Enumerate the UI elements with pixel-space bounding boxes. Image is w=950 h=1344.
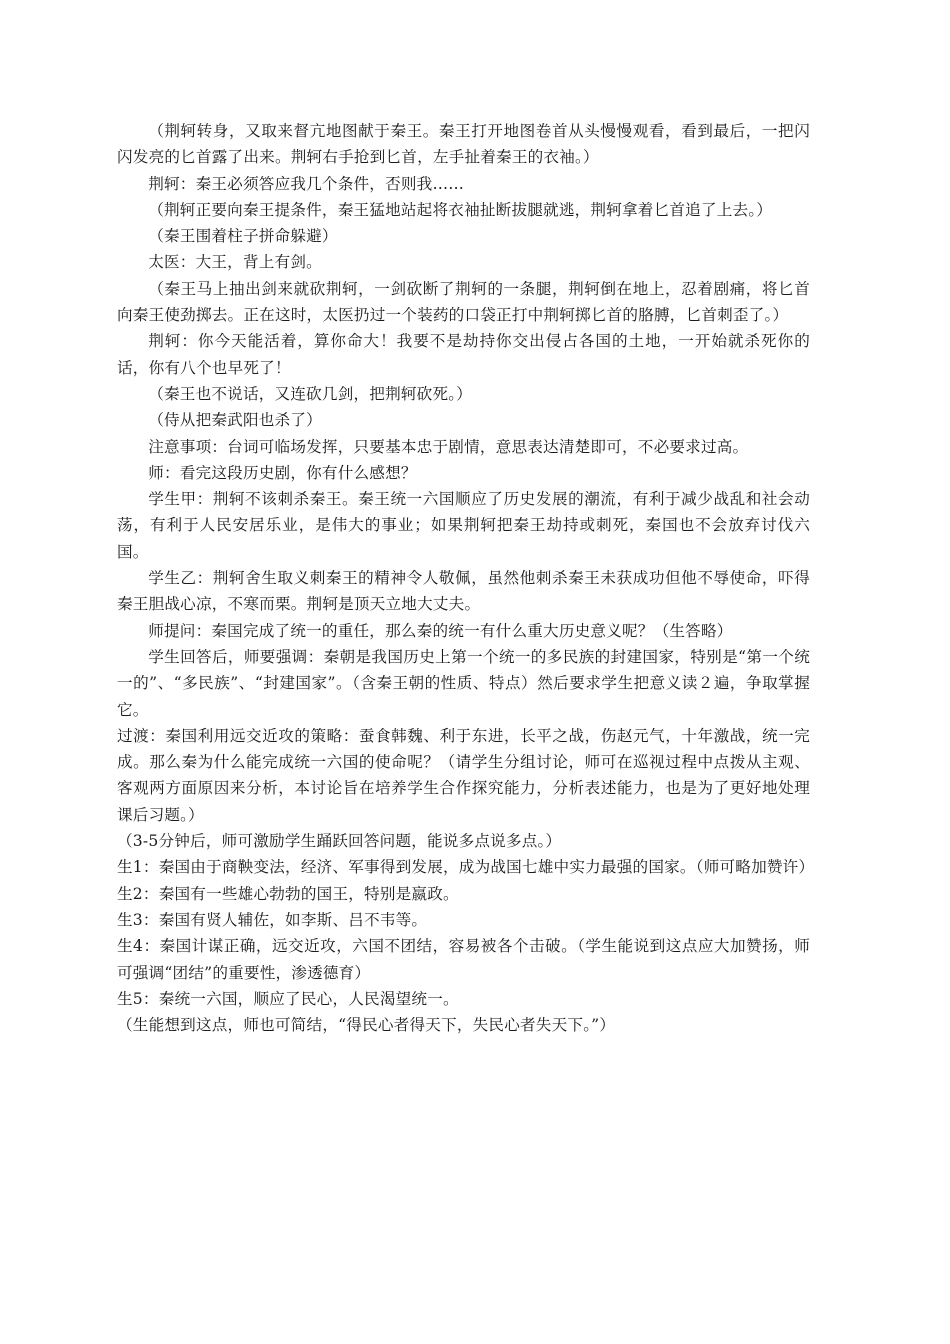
paragraph-student-answer: 学生甲：荆轲不该刺杀秦王。秦王统一六国顺应了历史发展的潮流，有利于减少战乱和社会动荡，有利于人民安居乐业，是伟大的事业；如果荆轲把秦王劫持或刺死，秦国也不会放弃讨伐六国。 (117, 490, 810, 561)
paragraph-teacher-emphasis: 学生回答后，师要强调：秦朝是我国历史上第一个统一的多民族的封建国家，特别是“第一个统一的”、“多民族”、“封建国家”。（含秦王朝的性质、特点）然后要求学生把意义读２遍，争取掌握它。 (117, 647, 810, 719)
paragraph-instruction: （3-5分钟后，师可激励学生踊跃回答问题，能说多点说多点。） (117, 832, 562, 851)
paragraph-stage-direction: （秦王马上抽出剑来就砍荆轲，一剑砍断了荆轲的一条腿，荆轲倒在地上，忍着剧痛，将匕首向秦王使劲掷去。正在这时，太医扔过一个装药的口袋正打中荆轲掷匕首的胳膊，匕首刺歪了。） (117, 279, 810, 325)
paragraph-stage-direction: （荆轲正要向秦王提条件，秦王猛地站起将衣袖扯断拔腿就逃，荆轲拿着匕首追了上去。） (148, 200, 773, 219)
paragraph-summary: （生能想到这点，师也可简结，“得民心者得天下，失民心者失天下。”） (117, 1016, 616, 1035)
paragraph-stage-direction: （秦王也不说话，又连砍几剑，把荆轲砍死。） (148, 384, 473, 403)
paragraph-student-answer: 生2：秦国有一些雄心勃勃的国王，特别是嬴政。 (117, 884, 459, 903)
paragraph-stage-direction: （侍从把秦武阳也杀了） (148, 411, 322, 430)
paragraph-student-answer: 生5：秦统一六国，顺应了民心，人民渴望统一。 (117, 989, 459, 1008)
paragraph-dialogue: 荆轲：秦王必须答应我几个条件，否则我…… (148, 174, 465, 193)
paragraph-stage-direction: （秦王围着柱子拼命躲避） (148, 227, 338, 246)
paragraph-student-answer: 生3：秦国有贤人辅佐，如李斯、吕不韦等。 (117, 910, 428, 929)
paragraph-student-answer: 学生乙：荆轲舍生取义刺秦王的精神令人敬佩，虽然他刺杀秦王未获成功但他不辱使命，吓得秦王胆战心凉，不寒而栗。荆轲是顶天立地大丈夫。 (117, 569, 810, 614)
paragraph-teacher-question: 师提问：秦国完成了统一的重任，那么秦的统一有什么重大历史意义呢？（生答略） (148, 621, 733, 640)
paragraph-transition: 过渡：秦国利用远交近攻的策略：蚕食韩魏、利于东进，长平之战，伤赵元气，十年激战，统一完成。那么秦为什么能完成统一六国的使命呢？（请学生分组讨论，师可在巡视过程中点拨从主观、客观两方面原因来分析，本讨论旨在培养学生合作探究能力，分析表述能力，也是为了更好地处理课后习题。） (117, 726, 810, 824)
paragraph-note: 注意事项：台词可临场发挥，只要基本忠于剧情，意思表达清楚即可，不必要求过高。 (148, 437, 749, 456)
paragraph-teacher-question: 师：看完这段历史剧，你有什么感想？ (148, 463, 417, 482)
paragraph-dialogue: 太医：大王，背上有剑。 (148, 253, 322, 272)
paragraph-stage-direction: （荆轲转身，又取来督亢地图献于秦王。秦王打开地图卷首从头慢慢观看，看到最后，一把闪闪发亮的匕首露了出来。荆轲右手抢到匕首，左手扯着秦王的衣袖。） (117, 122, 810, 167)
paragraph-student-answer: 生4：秦国计谋正确，远交近攻，六国不团结，容易被各个击破。（学生能说到这点应大加赞扬，师可强调“团结”的重要性，渗透德育） (117, 937, 810, 982)
paragraph-dialogue: 荆轲：你今天能活着，算你命大！我要不是劫持你交出侵占各国的土地，一开始就杀死你的话，你有八个也早死了！ (117, 332, 810, 377)
paragraph-student-answer: 生1：秦国由于商鞅变法，经济、军事得到发展，成为战国七雄中实力最强的国家。（师可略加赞许） (117, 858, 815, 877)
document-body (117, 118, 815, 1038)
